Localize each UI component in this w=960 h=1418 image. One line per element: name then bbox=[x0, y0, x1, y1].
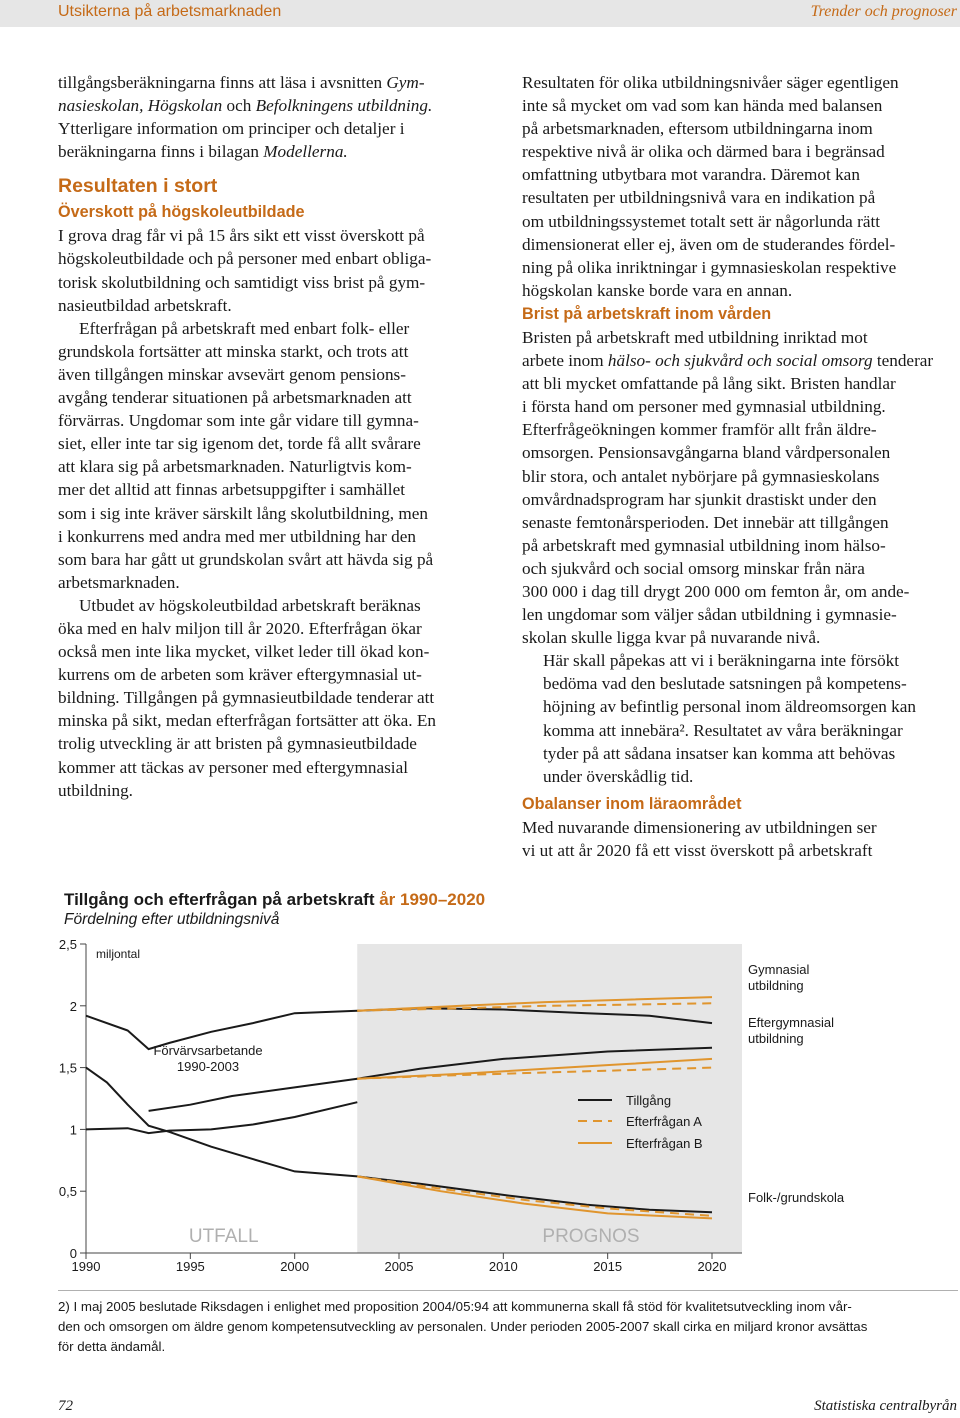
x-tick-label: 2020 bbox=[697, 1259, 727, 1274]
body-paragraph bbox=[58, 224, 490, 316]
text-line: Resultaten för olika utbildningsnivåer säger egentligen bbox=[522, 73, 899, 92]
body-paragraph bbox=[522, 71, 960, 302]
text-line: under överskådlig tid. bbox=[543, 766, 694, 786]
text-line: också men inte lika mycket, vilket leder till ökad kon- bbox=[58, 642, 430, 662]
left-text-column bbox=[58, 71, 490, 802]
footnote-rule bbox=[58, 1290, 958, 1291]
text-line: inte så mycket om vad som kan hända med balansen bbox=[522, 96, 883, 116]
x-tick-label: 2015 bbox=[593, 1259, 623, 1274]
text-line: kurrens om de arbeten som kräver eftergymnasial ut- bbox=[58, 665, 422, 685]
text-run: tenderar bbox=[872, 351, 934, 371]
text-line bbox=[522, 395, 960, 418]
text-line: utbildning. bbox=[58, 780, 133, 800]
text-line: arbetsmarknaden. bbox=[58, 572, 180, 592]
text-line: torisk skolutbildning och samtidigt viss brist på gym- bbox=[58, 272, 426, 292]
text-line: mer det alltid att finnas arbetsuppgifter i samhället bbox=[58, 480, 405, 500]
text-run: 300 000 i dag till drygt 200 000 om femton år, om ande- bbox=[522, 581, 910, 601]
text-run: i första hand om personer med gymnasial utbildning. bbox=[522, 397, 886, 417]
italic-text: hälso- och sjukvård och social omsorg bbox=[607, 351, 873, 371]
x-tick-label: 2000 bbox=[280, 1259, 310, 1274]
text-line: bedöma vad den beslutade satsningen på kompetens- bbox=[543, 674, 907, 694]
text-line bbox=[522, 441, 960, 464]
text-run: beräkningarna finns i bilagan bbox=[58, 142, 264, 162]
y-tick-label: 2 bbox=[69, 998, 77, 1014]
text-run: tillgångsberäkningarna finns att läsa i avsnitten bbox=[58, 73, 387, 92]
x-tick-label: 1995 bbox=[175, 1259, 205, 1274]
body-paragraph bbox=[58, 317, 490, 594]
text-line: grundskola fortsätter att minska starkt, och trots att bbox=[58, 341, 409, 361]
phase-label-outcome: UTFALL bbox=[188, 1226, 259, 1247]
text-line: respektive nivå är olika och därmed bara i begränsad bbox=[522, 142, 885, 162]
legend-label: Tillgång bbox=[626, 1093, 672, 1108]
italic-text: Gym- bbox=[386, 73, 425, 92]
text-line: som i sig inte kräver särskilt lång skolutbildning, men bbox=[58, 503, 428, 523]
text-line: förvärras. Ungdomar som inte går vidare till gymna- bbox=[58, 411, 419, 431]
y-tick-label: 1 bbox=[69, 1122, 77, 1138]
text-line bbox=[522, 580, 960, 603]
italic-text: Befolkningens utbildning. bbox=[255, 96, 433, 116]
text-line: även tillgången minskar avsevärt genom pensions- bbox=[58, 364, 406, 384]
text-run: omvårdnadsprogram har sjunkit drastiskt under den bbox=[522, 489, 877, 509]
line-chart bbox=[0, 930, 960, 1285]
right-text-column bbox=[522, 71, 960, 862]
text-line bbox=[522, 488, 960, 511]
text-line: på arbetsmarknaden, eftersom utbildningarna inom bbox=[522, 119, 873, 139]
text-run: senaste femtonårsperioden. Det innebär att tillgången bbox=[522, 512, 889, 532]
text-line: som bara har gått ut grundskolan svårt att hävda sig på bbox=[58, 549, 434, 569]
text-line: Utbudet av högskoleutbildad arbetskraft beräknas bbox=[79, 595, 421, 615]
text-run: Bristen på arbetskraft med utbildning inriktad mot bbox=[522, 327, 868, 347]
text-run: att bli mycket omfattande på lång sikt. Bristen handlar bbox=[522, 374, 896, 394]
text-line bbox=[522, 511, 960, 534]
text-line: I grova drag får vi på 15 års sikt ett visst överskott på bbox=[58, 226, 425, 246]
header-chapter-title: Trender och prognoser bbox=[810, 3, 957, 20]
text-line: ning på olika inriktningar i gymnasieskolan respektive bbox=[522, 257, 897, 277]
footnote-line: 2) I maj 2005 beslutade Riksdagen i enlighet med proposition 2004/05:94 att kommunerna skall få stöd för kvalitetsutveckling inom vår- bbox=[58, 1299, 852, 1314]
text-line: öka med en halv miljon till år 2020. Efterfrågan ökar bbox=[58, 618, 422, 638]
text-run: och sjukvård och social omsorg minskar från nära bbox=[522, 558, 865, 578]
annotation-label: Förvärvsarbetande bbox=[153, 1043, 263, 1058]
text-line bbox=[58, 71, 490, 94]
running-header bbox=[0, 0, 960, 27]
text-run: Efterfrågeökningen kommer framför allt från äldre- bbox=[522, 420, 877, 440]
text-run: blir stora, och antalet nybörjare på gymnasieskolans bbox=[522, 466, 880, 486]
text-line bbox=[522, 534, 960, 557]
series-line-f-rv-rvsarbetande-1990-2003-f-rv-rvsarbetande-1990-2003 bbox=[86, 1102, 357, 1133]
text-line bbox=[522, 465, 960, 488]
text-line bbox=[522, 349, 960, 372]
text-line bbox=[522, 372, 960, 395]
body-paragraph bbox=[58, 594, 490, 802]
body-paragraph bbox=[522, 649, 960, 788]
subsection-heading-care: Brist på arbetskraft inom vården bbox=[522, 304, 772, 323]
text-line: höjning av befintlig personal inom äldreomsorgen kan bbox=[543, 697, 916, 717]
page-number: 72 bbox=[58, 1398, 73, 1414]
text-line: Med nuvarande dimensionering av utbildningen ser bbox=[522, 817, 877, 837]
chart-title bbox=[64, 890, 485, 910]
subsection-heading-teachers: Obalanser inom läraområdet bbox=[522, 794, 742, 813]
text-line: om utbildningssystemet totalt sett är någorlunda rätt bbox=[522, 211, 881, 231]
group-label-gymnasial: Gymnasial bbox=[748, 962, 810, 977]
text-line: vi ut att år 2020 få ett visst överskott på arbetskraft bbox=[522, 840, 873, 860]
x-tick-label: 2005 bbox=[384, 1259, 414, 1274]
x-tick-label: 1990 bbox=[71, 1259, 101, 1274]
text-line: högskolan kanske borde vara en annan. bbox=[522, 280, 793, 300]
intro-paragraph bbox=[58, 71, 490, 163]
chart-title-years: år 1990–2020 bbox=[379, 890, 486, 909]
legend-label: Efterfrågan A bbox=[626, 1114, 702, 1129]
text-line: avgång tenderar situationen på arbetsmarknaden att bbox=[58, 388, 412, 408]
chart-title-main: Tillgång och efterfrågan på arbetskraft bbox=[64, 890, 380, 909]
text-line: minska på sikt, medan efterfrågan fortsätter att öka. En bbox=[58, 711, 436, 731]
text-line: omfattning utbytbara mot varandra. Däremot kan bbox=[522, 165, 860, 185]
text-run: len ungdomar som väljer sådan utbildning i gymnasie- bbox=[522, 605, 897, 625]
body-paragraph bbox=[522, 326, 960, 649]
text-line: kommer att täckas av personer med eftergymnasial bbox=[58, 757, 408, 777]
text-line: trolig utveckling är att bristen på gymnasieutbildade bbox=[58, 734, 417, 754]
text-line: Här skall påpekas att vi i beräkningarna inte försökt bbox=[543, 651, 900, 671]
chart-subtitle: Fördelning efter utbildningsnivå bbox=[64, 911, 280, 928]
text-run: på arbetskraft med gymnasial utbildning inom hälso- bbox=[522, 535, 886, 555]
text-line: komma att innebära². Resultatet av våra beräkningar bbox=[543, 720, 903, 740]
group-label-eftergymnasial: Eftergymnasial bbox=[748, 1015, 834, 1030]
y-tick-label: 2,5 bbox=[58, 937, 77, 952]
text-line: resultaten per utbildningsnivå vara en indikation på bbox=[522, 188, 876, 208]
header-section-title: Utsikterna på arbetsmarknaden bbox=[58, 3, 282, 20]
text-line bbox=[58, 140, 490, 163]
y-tick-label: 0 bbox=[69, 1246, 77, 1261]
text-run: Ytterligare information om principer och detaljer i bbox=[58, 119, 405, 139]
text-line bbox=[522, 626, 960, 649]
text-line: bildning. Tillgången på gymnasieutbildade tenderar att bbox=[58, 688, 435, 708]
text-line: att klara sig på arbetsmarknaden. Naturligtvis kom- bbox=[58, 457, 412, 477]
italic-text: Modellerna. bbox=[263, 142, 348, 162]
group-label-gymnasial: utbildning bbox=[748, 978, 804, 993]
text-line bbox=[58, 94, 490, 117]
text-line bbox=[522, 603, 960, 626]
text-line: dimensionerat eller ej, även om de studerandes fördel- bbox=[522, 234, 896, 254]
y-unit-label: miljontal bbox=[96, 947, 141, 961]
publisher-name: Statistiska centralbyrån bbox=[814, 1398, 957, 1414]
y-tick-label: 1,5 bbox=[58, 1060, 77, 1076]
legend-label: Efterfrågan B bbox=[626, 1136, 703, 1151]
footnote-line: för detta ändamål. bbox=[58, 1339, 166, 1354]
text-line bbox=[522, 418, 960, 441]
text-run: skolan skulle ligga kvar på nuvarande nivå. bbox=[522, 628, 821, 648]
footnote-line: den och omsorgen om äldre genom kompetensutveckling av personalen. Under perioden 2005-2007 skall cirka en miljard kronor avsättas bbox=[58, 1319, 868, 1334]
text-line bbox=[58, 117, 490, 140]
italic-text: nasieskolan, Högskolan bbox=[58, 96, 223, 116]
x-tick-label: 2010 bbox=[488, 1259, 518, 1274]
phase-label-forecast: PROGNOS bbox=[542, 1226, 640, 1247]
y-tick-label: 0,5 bbox=[58, 1184, 77, 1200]
text-line bbox=[522, 557, 960, 580]
text-line: Efterfrågan på arbetskraft med enbart folk- eller bbox=[79, 318, 410, 338]
text-line: högskoleutbildade och på personer med enbart obliga- bbox=[58, 249, 432, 269]
text-line bbox=[522, 326, 960, 349]
text-run: omsorgen. Pensionsavgångarna bland vårdpersonalen bbox=[522, 443, 891, 463]
group-label-eftergymnasial: utbildning bbox=[748, 1031, 804, 1046]
text-run: och bbox=[222, 96, 256, 116]
text-line: siet, eller inte tar sig igenom det, torde få allt svårare bbox=[58, 434, 421, 454]
subsection-heading: Överskott på högskoleutbildade bbox=[58, 203, 305, 222]
annotation-label: 1990-2003 bbox=[176, 1059, 240, 1074]
group-label-folk-grundskola: Folk-/grundskola bbox=[748, 1190, 845, 1205]
section-heading: Resultaten i stort bbox=[58, 175, 218, 198]
text-run: arbete inom bbox=[522, 351, 608, 371]
text-line: i konkurrens med andra med mer utbildning har den bbox=[58, 526, 416, 546]
body-paragraph bbox=[522, 816, 960, 862]
text-line: tyder på att sådana insatser kan komma att behövas bbox=[543, 743, 896, 763]
text-line: nasieutbildad arbetskraft. bbox=[58, 295, 232, 315]
footnote bbox=[58, 1297, 958, 1357]
